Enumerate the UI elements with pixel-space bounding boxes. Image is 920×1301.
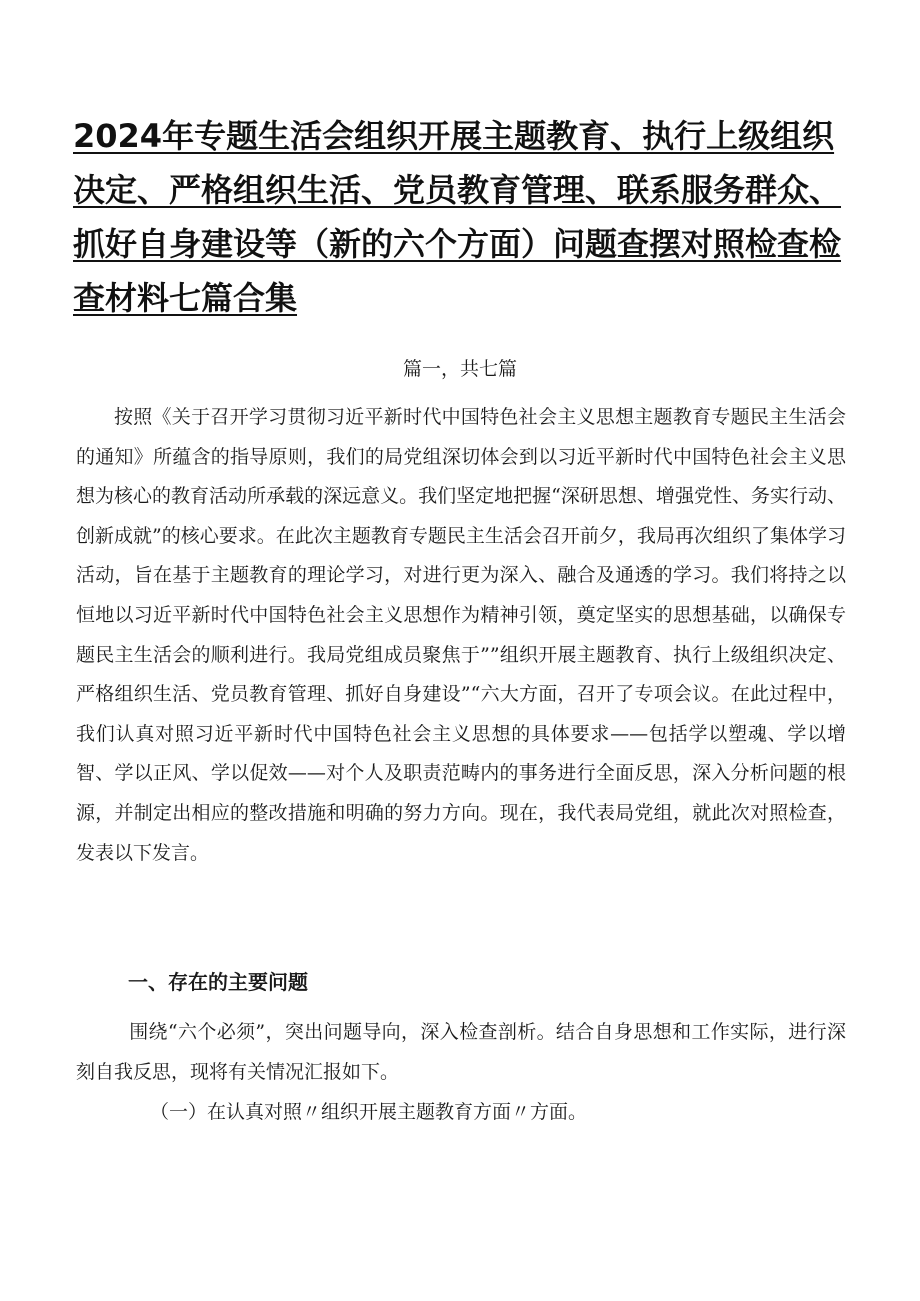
document-title-text: 2024年专题生活会组织开展主题教育、执行上级组织决定、严格组织生活、党员教育管理、联系服务群众、抓好自身建设等（新的六个方面）问题查摆对照检查检查材料七篇合集 [73, 117, 842, 317]
subheading-theme-education: （一）在认真对照〃组织开展主题教育方面〃方面。 [150, 1101, 588, 1123]
section-label: 篇一，共七篇 [402, 358, 517, 380]
heading-main-problems: 一、存在的主要问题 [128, 970, 308, 994]
paragraph-six-musts: 围绕“六个必须”，突出问题导向，深入检查剖析。结合自身思想和工作实际，进行深刻自我反思，现将有关情况汇报如下。 [76, 1021, 846, 1083]
document-title [73, 109, 853, 325]
intro-paragraph: 按照《关于召开学习贯彻习近平新时代中国特色社会主义思想主题教育专题民主生活会的通知》所蕴含的指导原则，我们的局党组深切体会到以习近平新时代中国特色社会主义思想为核心的教育活动所承载的深远意义。我们坚定地把握“深研思想、增强党性、务实行动、创新成就”的核心要求。在此次主题教育专题民主生活会召开前夕，我局再次组织了集体学习活动，旨在基于主题教育的理论学习，对进行更为深入、融合及通透的学习。我们将持之以恒地以习近平新时代中国特色社会主义思想作为精神引领，奠定坚实的思想基础，以确保专题民主生活会的顺利进行。我局党组成员聚焦于””组织开展主题教育、执行上级组织决定、严格组织生活、党员教育管理、抓好自身建设”“六大方面，召开了专项会议。在此过程中，我们认真对照习近平新时代中国特色社会主义思想的具体要求——包括学以塑魂、学以增智、学以正风、学以促效——对个人及职责范畴内的事务进行全面反思，深入分析问题的根源，并制定出相应的整改措施和明确的努力方向。现在，我代表局党组，就此次对照检查，发表以下发言。 [76, 406, 846, 864]
